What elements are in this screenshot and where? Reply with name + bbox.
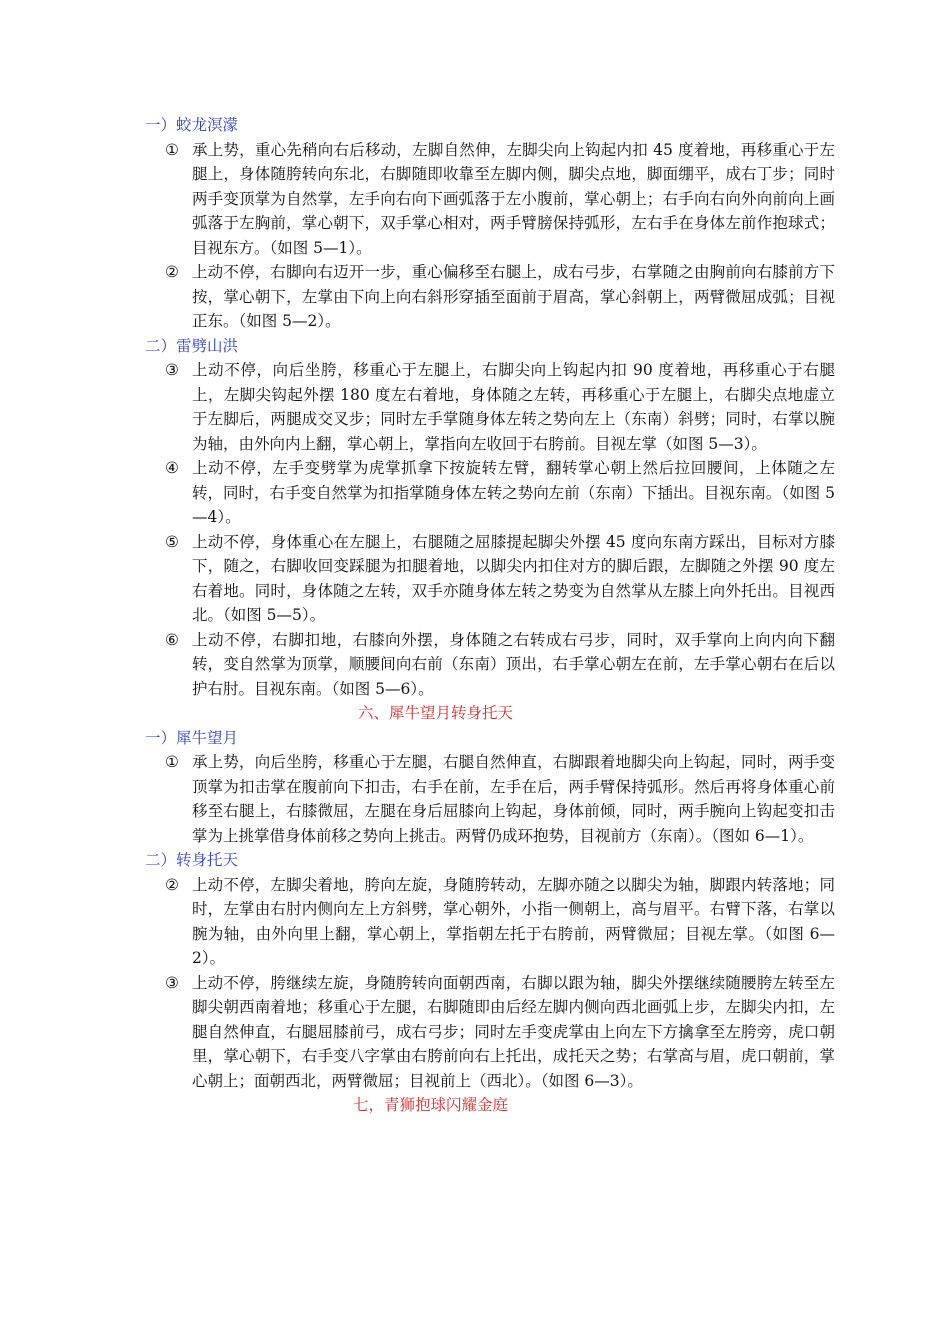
numbered-paragraph bbox=[145, 628, 835, 702]
document-body bbox=[145, 113, 835, 1118]
paragraph-number: ② bbox=[165, 875, 179, 894]
numbered-paragraph bbox=[145, 138, 835, 261]
paragraph-number: ④ bbox=[165, 459, 179, 477]
paragraph-number: ① bbox=[165, 140, 179, 159]
subsection-heading: 二）雷劈山洪 bbox=[145, 336, 239, 355]
section-heading: 七，青狮抱球闪耀金庭 bbox=[353, 1096, 509, 1114]
numbered-paragraph bbox=[145, 750, 835, 848]
paragraph-number: ① bbox=[165, 753, 179, 771]
numbered-paragraph bbox=[145, 456, 835, 530]
paragraph-text: 承上势，向后坐胯，移重心于左腿，右腿自然伸直，右脚跟着地脚尖向上钩起，同时，两手变顶掌为扣击掌在腹前向下扣击，右手在前，左手在后，两手臂保持弧形。然后再将身体重心前移至右腿上，右膝微屈，左腿在身后屈膝向上钩起，身体前倾，同时，两手腕向上钩起变扣击掌为上挑掌借身体前移之势向上挑击。两臂仍成环抱势，目视前方（东南）。（图如 6—1）。 bbox=[192, 753, 835, 845]
paragraph-text: 上动不停，左手变劈掌为虎掌抓拿下按旋转左臂，翻转掌心朝上然后拉回腰间，上体随之左转，同时，右手变自然掌为扣指掌随身体左转之势向左前（东南）下插出。目视东南。（如图 5—4）。 bbox=[192, 459, 835, 526]
paragraph-text: 上动不停，胯继续左旋，身随胯转向面朝西南，右脚以跟为轴，脚尖外摆继续随腰胯左转至左脚尖朝西南着地；移重心于左腿，右脚随即由后经左脚内侧向西北画弧上步，左脚尖内扣，左腿自然伸直，右腿屈膝前弓，成右弓步；同时左手变虎掌由上向左下方擒拿至左胯旁，虎口朝里，掌心朝下，右手变八字掌由右胯前向右上托出，成托天之势；右掌高与眉，虎口朝前，掌心朝上；面朝西北，两臂微屈；目视前上（西北）。（如图 6—3）。 bbox=[192, 973, 835, 1090]
numbered-paragraph bbox=[145, 530, 835, 628]
paragraph-text: 上动不停，身体重心在左腿上，右腿随之屈膝提起脚尖外摆 45 度向东南方踩出，目标对方膝下，随之，右脚收回变踩腿为扣腿着地，以脚尖内扣住对方的脚后跟，左脚随之外摆 90 度左右着地。同时，身体随之左转，双手亦随身体左转之势变为自然掌从左膝上向外托出。目视西北。（如图 5—5）。 bbox=[192, 532, 835, 624]
paragraph-number: ② bbox=[165, 263, 179, 281]
numbered-paragraph bbox=[145, 971, 835, 1094]
section-heading: 六、犀牛望月转身托天 bbox=[358, 704, 514, 722]
paragraph-number: ⑤ bbox=[165, 532, 179, 551]
numbered-paragraph bbox=[145, 260, 835, 334]
paragraph-text: 上动不停，左脚尖着地，胯向左旋，身随胯转动，左脚亦随之以脚尖为轴，脚跟内转落地；同时，左掌由右肘内侧向左上方斜劈，掌心朝外，小指一侧朝上，高与眉平。右臂下落，右掌以腕为轴，由外向里上翻，掌心朝上，掌指朝左托于右胯前，两臂微屈；目视左掌。（如图 6—2）。 bbox=[192, 875, 835, 967]
paragraph-number: ③ bbox=[165, 361, 179, 379]
subsection-heading: 二）转身托天 bbox=[145, 851, 239, 869]
paragraph-number: ③ bbox=[165, 973, 179, 992]
paragraph-text: 上动不停，右脚向右迈开一步，重心偏移至右腿上，成右弓步，右掌随之由胸前向右膝前方下按，掌心朝下，左掌由下向上向右斜形穿插至面前于眉高，掌心斜朝上，两臂微屈成弧；目视正东。（如图 5—2）。 bbox=[192, 263, 835, 330]
paragraph-text: 上动不停，右脚扣地，右膝向外摆，身体随之右转成右弓步，同时，双手掌向上向内向下翻转，变自然掌为顶掌，顺腰间向右前（东南）顶出，右手掌心朝左在前，左手掌心朝右在后以护右肘。目视东南。（如图 5—6）。 bbox=[192, 630, 835, 698]
paragraph-number: ⑥ bbox=[165, 630, 179, 649]
subsection-heading: 一）犀牛望月 bbox=[145, 728, 239, 747]
paragraph-text: 承上势，重心先稍向右后移动，左脚自然伸，左脚尖向上钩起内扣 45 度着地，再移重心于左腿上，身体随胯转向东北，右脚随即收靠至左脚内侧，脚尖点地，脚面绷平，成右丁步；同时两手变顶掌为自然掌，左手向右向下画弧落于左小腹前，掌心朝上；右手向右向外向前向上画弧落于左胸前，掌心朝下，双手掌心相对，两手臂膀保持弧形，左右手在身体左前作抱球式；目视东方。（如图 5—1）。 bbox=[192, 140, 835, 257]
numbered-paragraph bbox=[145, 873, 835, 971]
paragraph-text: 上动不停，向后坐胯，移重心于左腿上，右脚尖向上钩起内扣 90 度着地，再移重心于右腿上，左脚尖钩起外摆 180 度左右着地，身体随之左转，再移重心于左腿上，右脚尖点地虚立于左脚后，两腿成交叉步；同时左手掌随身体左转之势向左上（东南）斜劈；同时，右掌以腕为轴，由外向内上翻，掌心朝上，掌指向左收回于右胯前。目视左掌（如图 5—3）。 bbox=[192, 361, 835, 453]
subsection-heading: 一）蛟龙溟濛 bbox=[145, 116, 239, 134]
numbered-paragraph bbox=[145, 358, 835, 456]
